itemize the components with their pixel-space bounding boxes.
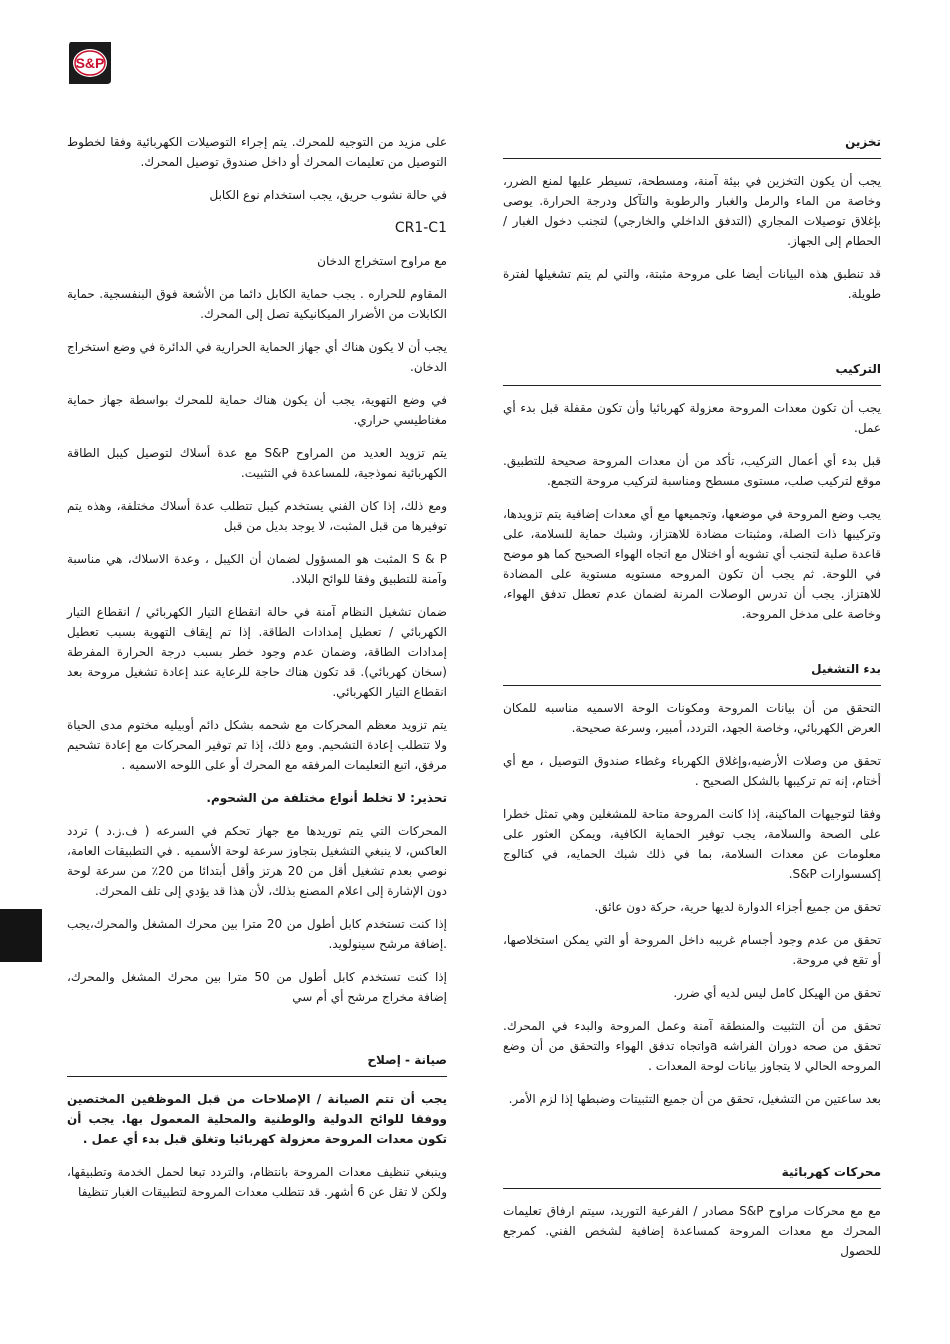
section-maintenance: [67, 1050, 447, 1202]
motor-paragraph: المقاوم للحراره . يجب حماية الكابل دائما من الأشعة فوق البنفسجية. حماية الكابلات من الأضرار الميكانيكية تصل إلى المحرك.: [67, 287, 447, 321]
left-column: [67, 132, 447, 1215]
motor-paragraph: يتم تزويد معظم المحركات مع شحمه بشكل دائم أوبيليه مختوم مدى الحياة ولا تتطلب إعادة التشحيم. ومع ذلك، إذا تم توفير المحركات مع إعادة تشحيم مرفق، اتبع التعليمات المرفقه مع المحرك أو على اللوحه الاسميه .: [67, 718, 447, 772]
startup-paragraph: التحقق من أن بيانات المروحة ومكونات الوحة الاسميه مناسبه للمكان العرض الكهربائي، وخاصة الجهد، التردد، أمبير، وسرعة صحيحة.: [503, 701, 881, 735]
motor-paragraph: إذا كنت تستخدم كابل أطول من 50 مترا بين محرك المشغل والمحرك، إضافة مخراج مرشح أي أم سي: [67, 970, 447, 1004]
startup-paragraph: تحقق من أن التثبيت والمنطقة آمنة وعمل المروحة والبدء في المحرك. تحقق من صحه دوران الفراشه aواتجاه تدفق الهواء والتحقق من أن وضع المروحه الحالي لا يتجاوز بيانات لوحة المعدات .: [503, 1019, 881, 1073]
startup-paragraph: تحقق من الهيكل كامل ليس لديه أي ضرر.: [673, 986, 881, 1000]
section-installation: [503, 359, 881, 624]
maintenance-paragraph: وينبغي تنظيف معدات المروحة بانتظام، والتردد تبعا لحمل الخدمة وتطبيقها، ولكن لا تقل عن 6 أشهر. قد تتطلب معدات المروحة لتطبيقات الغبار تنظيفا: [67, 1165, 447, 1199]
startup-paragraph: بعد ساعتين من التشغيل، تحقق من أن جميع التثبيتات وضبطها إذا لزم الأمر.: [508, 1092, 881, 1106]
storage-paragraph: قد تنطبق هذه البيانات أيضا على مروحة مثبتة، والتي لم يتم تشغيلها لفترة طويلة.: [503, 267, 881, 301]
section-title-electric-motors: محركات كهربائية: [503, 1162, 881, 1189]
svg-text:S&P: S&P: [75, 55, 105, 71]
section-title-storage: تخزين: [503, 132, 881, 159]
grease-warning: تحذير: لا تخلط أنواع مختلفة من الشحوم.: [206, 791, 447, 805]
right-column: [503, 132, 881, 1274]
section-electric-motors: [503, 1162, 881, 1261]
motor-paragraph: يجب أن لا يكون هناك أي جهاز الحماية الحرارية في الدائرة في وضع استخراج الدخان.: [67, 340, 447, 374]
motor-paragraph: إذا كنت تستخدم كابل أطول من 20 مترا بين محرك المشغل والمحرك،يجب .إضافة مرشح سينولويد.: [67, 917, 448, 951]
motor-paragraph: المحركات التي يتم توريدها مع جهاز تحكم في السرعه ( ف.ز.د ) تردد العاكس، لا ينبغي التشغيل بتجاوز سرعة لوحة الأسميه . في التطبيقات العامة، نوصي بعدم تشغيل أقل من 20 هرتز وأقل أبتدائا من 20٪ من سرعة لوحة دون الإشارة إلى اعلام المصنع بذلك، لأن هذا قد يؤدي إلى تلف المحرك.: [67, 824, 447, 898]
section-title-installation: التركيب: [503, 359, 881, 386]
section-startup: [503, 659, 881, 1109]
motor-paragraph: في حالة نشوب حريق، يجب استخدام نوع الكابل: [209, 188, 447, 202]
motor-paragraph: S & P المثبت هو المسؤول لضمان أن الكيبل ، وعدة الاسلاك، هي مناسبة وآمنة للتطبيق وفقا للوائح البلاد.: [67, 552, 447, 586]
motor-paragraph: ومع ذلك، إذا كان الفني يستخدم كيبل تتطلب عدة أسلاك مختلفة، وهذه يتم توفيرها من قبل المثبت، لا يوجد بديل من قبل: [67, 499, 447, 533]
page-side-tab: [0, 909, 42, 962]
motor-paragraph: ضمان تشغيل النظام آمنة في حالة انقطاع التيار الكهربائي / انقطاع التيار الكهربائي / تعطيل إمدادات الطاقة. إذا تم إيقاف التهوية بسبب تعطيل إمدادات الطاقة، وضمان عدم وجود خطر بسبب درجة الحرارة المفرطة (سخان كهربائي). قد تكون هناك حاجة للرعاية عند إعادة تشغيل مروحة بعد انقطاع التيار الكهربائي.: [67, 605, 447, 699]
installation-paragraph: قبل بدء أي أعمال التركيب، تأكد من أن معدات المروحة صحيحة للتطبيق. موقع لتركيب صلب، مستوى مسطح ومناسبة لتركيب مروحة التجمع.: [503, 454, 881, 488]
storage-paragraph: يجب أن يكون التخزين في بيئة آمنة، ومسطحة، تسيطر عليها لمنع الضرر، وخاصة من الماء والرمل والغبار والرطوبة والتآكل ودرجة الحرارة. يوصى بإغلاق توصيلات المجاري (التدفق الداخلي والخارجي) لتجنب دخول الغبار / الحطام إلى الجهاز.: [503, 174, 881, 248]
section-title-maintenance: صيانة - إصلاح: [67, 1050, 447, 1077]
motor-paragraph: مع مراوح استخراج الدخان: [317, 254, 447, 268]
startup-paragraph: تحقق من وصلات الأرضيه،وإغلاق الكهرباء وغطاء صندوق التوصيل ، مع أي أختام، إنه تم تركيبها بالشكل الصحيح .: [503, 754, 881, 788]
installation-paragraph: يجب أن تكون معدات المروحة معزولة كهربائيا وأن تكون مقفلة قبل بدء أي عمل.: [503, 401, 881, 435]
motor-paragraph: على مزيد من التوجيه للمحرك. يتم إجراء التوصيلات الكهربائية وفقا لخطوط التوصيل من تعليمات المحرك أو داخل صندوق توصيل المحرك.: [67, 135, 447, 169]
sp-logo: [67, 40, 113, 86]
maintenance-bold-paragraph: يجب أن تتم الصيانة / الإصلاحات من قبل الموظفين المختصين ووفقا للوائح الدولية والوطنية والمحلية المعمول بها. يجب أن تكون معدات المروحة معزولة كهربائيا وتغلق قبل بدء أي عمل .: [67, 1092, 447, 1146]
electric-motors-paragraph: مع مع محركات مراوح S&P مصادر / الفرعية التوريد، سيتم ارفاق تعليمات المحرك مع معدات المروحة كمساعدة إضافية لشخص الفني. كمرجع للحصول: [503, 1204, 881, 1258]
startup-paragraph: تحقق من عدم وجود أجسام غريبه داخل المروحة أو التي يمكن استخلاصها، أو تقع في مروحة.: [503, 933, 881, 967]
section-storage: [503, 132, 881, 304]
startup-paragraph: وفقا لتوجيهات الماكينة، إذا كانت المروحة متاحة للمشغلين وهي تمثل خطرا على الصحة والسلامة، يجب توفير الحماية الكافية، ويمكن العثور على معلومات عن معدات السلامة، بما في ذلك شبك الحمايه، في كتالوج إكسسوارات S&P.: [503, 807, 881, 881]
section-title-startup: بدء التشغيل: [503, 659, 881, 686]
installation-paragraph: يجب وضع المروحة في موضعها، وتجميعها مع أي معدات إضافية يتم تزويدها، وتركيبها ذات الصلة، ومثبتات مضادة للاهتزاز، وشبك حماية للسلامة، على قاعدة صلبة لتجنب أي تشويه أو اختلال مع اتجاه الهواء الصحيح كما هو موضح في اللوحة. ثم يجب أن تكون المروحه مستويه مستوية على المضادة للاهتزاز. يجب أن تدرس الوصلات المرنة لضمان عدم تعطل تدفق الهواء، وخاصة على مدخل المروحة.: [503, 507, 881, 621]
startup-paragraph: تحقق من جميع أجزاء الدوارة لديها حرية، حركة دون عائق.: [594, 900, 881, 914]
cable-code: CR1-C1: [394, 220, 447, 236]
motor-paragraph: يتم تزويد العديد من المراوح S&P مع عدة أسلاك لتوصيل كيبل الطاقة الكهربائية نموذجية، للمساعدة في التثبيت.: [67, 446, 447, 480]
motor-paragraph: في وضع التهوية، يجب أن يكون هناك حماية للمحرك بواسطة جهاز حماية مغناطيسي حراري.: [67, 393, 447, 427]
